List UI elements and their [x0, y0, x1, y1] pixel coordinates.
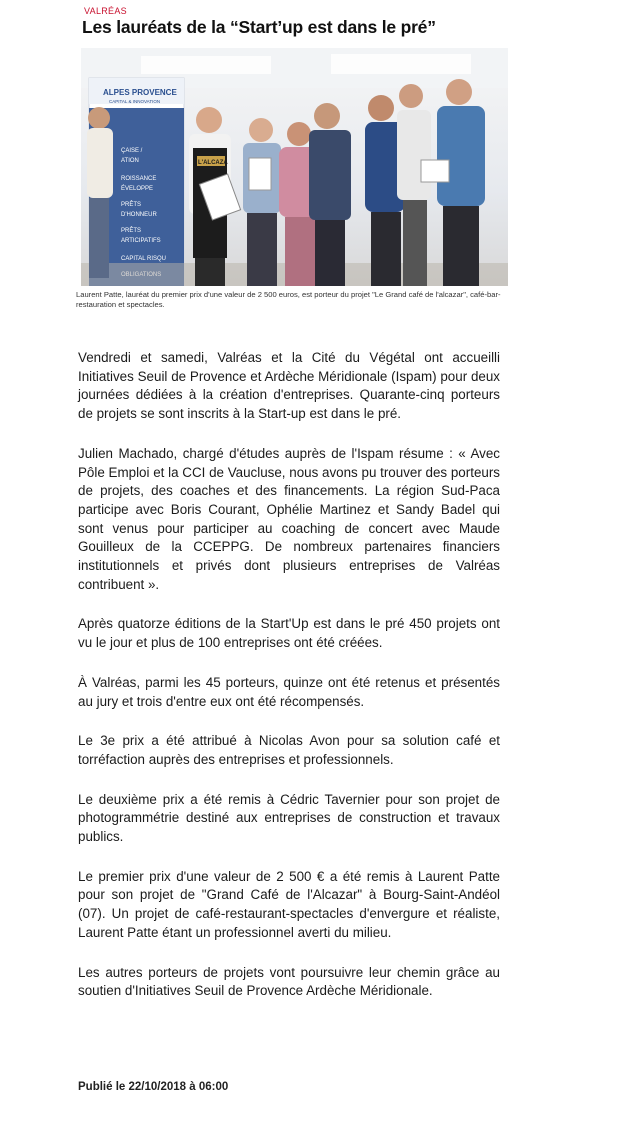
article-paragraph: Le deuxième prix a été remis à Cédric Tavernier pour son projet de photogrammétrie destiné aux entreprises de construction et travaux publics.: [78, 791, 500, 845]
article-headline: Les lauréats de la “Start’up est dans le pré”: [82, 17, 436, 37]
photo-illustration: [81, 48, 508, 286]
banner-item: PRÊTS: [121, 202, 142, 208]
banner-item: D'HONNEUR: [121, 212, 157, 218]
banner-item: PRÊTS: [121, 228, 142, 234]
article-paragraph: Vendredi et samedi, Valréas et la Cité du Végétal ont accueilli Initiatives Seuil de Provence et Ardèche Méridionale (Ispam) pour deux journées dédiées à la création d'entreprises. Quarante-cinq porteurs de projets se sont inscrits à la Start-up est dans le pré.: [78, 350, 500, 422]
article-body: [78, 349, 500, 1022]
banner-item: ÉVELOPPE: [121, 186, 154, 192]
article-paragraph: À Valréas, parmi les 45 porteurs, quinze ont été retenus et présentés au jury et trois d'entre eux ont été récompensés.: [78, 674, 500, 709]
banner-item: ATION: [121, 158, 139, 164]
article-photo: [81, 48, 508, 286]
banner-item: CAPITAL RISQU: [121, 256, 167, 262]
article-paragraph: Le premier prix d'une valeur de 2 500 € a été remis à Laurent Patte pour son projet de "Grand Café de l'Alcazar" à Bourg-Saint-Andéol (07). Un projet de café-restaurant-spectacles d'envergure et réaliste, Laurent Patte étant un professionnel averti du milieu.: [78, 868, 500, 940]
publication-date: Publié le 22/10/2018 à 06:00: [78, 1081, 229, 1093]
article-paragraph: Julien Machado, chargé d'études auprès de l'Ispam résume : « Avec Pôle Emploi et la CCI de Vaucluse, nous avons pu trouver des porteurs de projets, des coaches et des financements. La région Sud-Paca participe avec Boris Courant, Ophélie Martinez et Sandy Badel qui sont venus pour participer au coaching de concert avec Maude Gouilleux de la CCEPPG. De nombreux partenaires financiers institutionnels et privés dont plusieurs entreprises de Valréas contribuent ».: [78, 445, 500, 592]
banner-item: ROISSANCE: [121, 176, 157, 182]
photo-caption: Laurent Patte, lauréat du premier prix d'une valeur de 2 500 euros, est porteur du projet "Le Grand café de l'alcazar", café-bar-restauration et spectacles.: [76, 290, 501, 309]
article-paragraph: Les autres porteurs de projets vont poursuivre leur chemin grâce au soutien d'Initiatives Seuil de Provence Ardèche Méridionale.: [78, 964, 500, 999]
banner-item: ÇAISE /: [121, 148, 143, 154]
banner-logo-text: ALPES PROVENCE: [103, 88, 177, 97]
article-paragraph: Le 3e prix a été attribué à Nicolas Avon pour sa solution café et torréfaction auprès des entreprises et professionnels.: [78, 733, 500, 767]
apron-text: L'ALCAZA: [198, 160, 228, 166]
banner-sub-text: CAPITAL & INNOVATION: [109, 99, 161, 104]
article-paragraph: Après quatorze éditions de la Start'Up est dans le pré 450 projets ont vu le jour et plus de 100 entreprises ont été créées.: [78, 616, 500, 651]
section-label: VALRÉAS: [84, 6, 127, 16]
banner-item: ARTICIPATIFS: [121, 238, 161, 244]
